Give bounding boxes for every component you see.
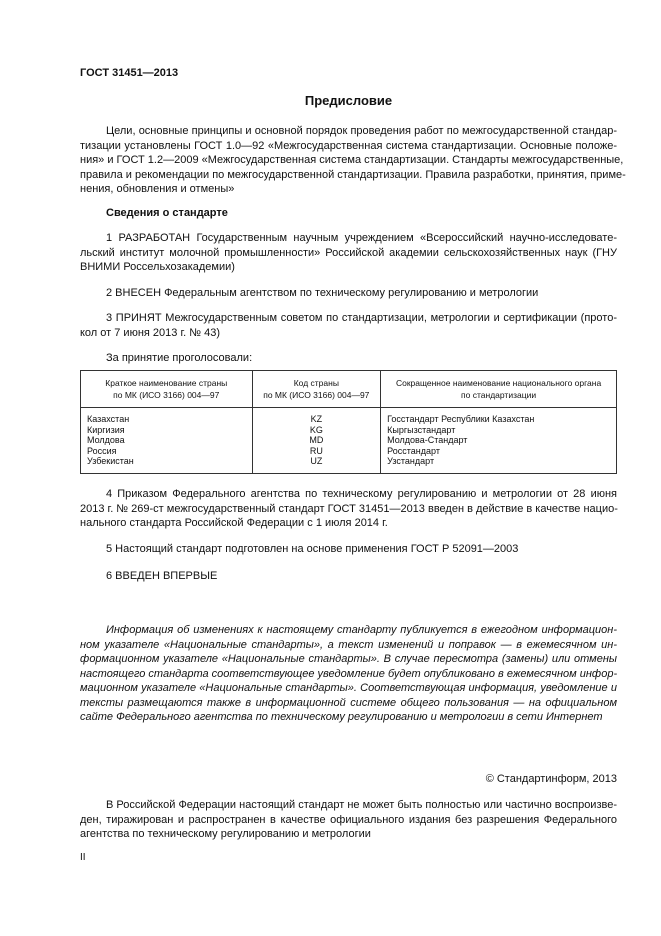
table-body-row bbox=[81, 408, 617, 474]
cell-body: Кыргызстандарт bbox=[387, 424, 456, 435]
voting-table bbox=[80, 370, 617, 474]
header-line: по МК (ИСО 3166) 004—97 bbox=[263, 390, 370, 400]
codes-cell bbox=[252, 408, 381, 474]
text-line: 2013 г. № 269-ст межгосударственный стандарт ГОСТ 31451—2013 введен в действие в качестве нацио- bbox=[80, 502, 618, 515]
text-line: кол от 7 июня 2013 г. № 43) bbox=[80, 326, 220, 339]
countries-cell bbox=[81, 408, 253, 474]
text-line: формационном указателе «Национальные стандарты». В случае пересмотра (замены) или отмены bbox=[80, 653, 617, 665]
col-header-body bbox=[381, 371, 617, 408]
text-line: ден, тиражирован и распространен в качестве официального издания без разрешения Федерального bbox=[80, 813, 617, 826]
text-line: Информация об изменениях к настоящему стандарту публикуется в ежегодном информацион- bbox=[106, 624, 617, 636]
text-line: мационном указателе «Национальные стандарты». Соответствующая информация, уведомление и bbox=[80, 682, 617, 694]
vote-label: За принятие проголосовали: bbox=[106, 352, 253, 364]
cell-country: Узбекистан bbox=[87, 456, 134, 466]
cell-body: Молдова-Стандарт bbox=[387, 435, 468, 445]
notice-paragraph bbox=[80, 623, 617, 725]
header-line: Код страны bbox=[293, 378, 339, 388]
table-header-row bbox=[81, 371, 617, 408]
col-header-country bbox=[81, 371, 253, 408]
cell-country: Молдова bbox=[87, 435, 125, 445]
copyright: © Стандартинформ, 2013 bbox=[485, 773, 617, 785]
cell-country: Казахстан bbox=[87, 414, 130, 424]
text-line: сайте Федерального агентства по техническому регулированию и метрологии в сети Интернет bbox=[80, 711, 603, 723]
cell-code: KG bbox=[309, 424, 323, 435]
item-6 bbox=[80, 569, 617, 584]
section-heading: Сведения о стандарте bbox=[106, 207, 228, 219]
item-1 bbox=[80, 231, 617, 275]
header-line: Краткое наименование страны bbox=[105, 378, 228, 388]
cell-body: Госстандарт Республики Казахстан bbox=[387, 414, 535, 424]
header-line: по стандартизации bbox=[461, 390, 537, 400]
document-id: ГОСТ 31451—2013 bbox=[80, 67, 179, 79]
cell-code: UZ bbox=[310, 456, 323, 466]
item-4 bbox=[80, 487, 617, 531]
text-line: агентства по техническому регулированию и метрологии bbox=[80, 828, 371, 840]
item-5 bbox=[80, 542, 617, 557]
cell-body: Узстандарт bbox=[387, 456, 435, 466]
header-line: по МК (ИСО 3166) 004—97 bbox=[113, 390, 220, 400]
reproduction-paragraph bbox=[80, 798, 617, 842]
text-line: тексты размещаются также в информационной системе общего пользования — на официальном bbox=[80, 696, 617, 709]
text-line: 2 ВНЕСЕН Федеральным агентством по техническому регулированию и метрологии bbox=[106, 287, 539, 299]
header-line: Сокращенное наименование национального органа bbox=[395, 378, 602, 388]
cell-code: MD bbox=[309, 435, 324, 445]
item-2 bbox=[80, 286, 617, 301]
text-line: 4 Приказом Федерального агентства по техническому регулированию и метрологии от 28 июня bbox=[106, 488, 617, 500]
text-line: В Российской Федерации настоящий стандарт не может быть полностью или частично воспроизве- bbox=[106, 799, 617, 811]
page-title: Предисловие bbox=[304, 93, 393, 108]
item-3 bbox=[80, 311, 617, 340]
text-line: правила и рекомендации по межгосударственной стандартизации. Правила разработки, принятия, приме- bbox=[80, 168, 626, 181]
bodies-cell bbox=[381, 408, 617, 474]
cell-country: Россия bbox=[87, 445, 117, 456]
text-line: тизации установлены ГОСТ 1.0—92 «Межгосударственная система стандартизации. Основные положе- bbox=[80, 139, 617, 152]
text-line: 6 ВВЕДЕН ВПЕРВЫЕ bbox=[106, 570, 218, 582]
cell-body: Росстандарт bbox=[387, 445, 440, 456]
text-line: нального стандарта Российской Федерации с 1 июля 2014 г. bbox=[80, 517, 388, 529]
cell-code: RU bbox=[309, 445, 323, 456]
text-line: 5 Настоящий стандарт подготовлен на основе применения ГОСТ Р 52091—2003 bbox=[106, 543, 519, 555]
col-header-code bbox=[252, 371, 381, 408]
intro-paragraph bbox=[80, 124, 626, 197]
text-line: Цели, основные принципы и основной порядок проведения работ по межгосударственной стандар- bbox=[106, 125, 617, 137]
text-line: 1 РАЗРАБОТАН Государственным научным учреждением «Всероссийский научно-исследовате- bbox=[106, 232, 617, 244]
text-line: настоящего стандарта соответствующее уведомление будет опубликовано в ежемесячном инфор- bbox=[80, 667, 618, 680]
text-line: нения, обновления и отмены» bbox=[80, 183, 235, 195]
cell-country: Киргизия bbox=[87, 424, 125, 435]
text-line: ВНИМИ Россельхозакадемии) bbox=[80, 261, 235, 273]
page-number: II bbox=[80, 852, 86, 863]
text-line: льский институт молочной промышленности» Российской академии сельскохозяйственных наук (ГНУ bbox=[80, 246, 617, 259]
text-line: 3 ПРИНЯТ Межгосударственным советом по стандартизации, метрологии и сертификации (прото- bbox=[106, 312, 617, 324]
text-line: ном указателе «Национальные стандарты», а текст изменений и поправок — в ежемесячном ин- bbox=[80, 638, 617, 651]
cell-code: KZ bbox=[310, 414, 323, 424]
text-line: ния» и ГОСТ 1.2—2009 «Межгосударственная система стандартизации. Стандарты межгосударственные, bbox=[80, 154, 624, 166]
